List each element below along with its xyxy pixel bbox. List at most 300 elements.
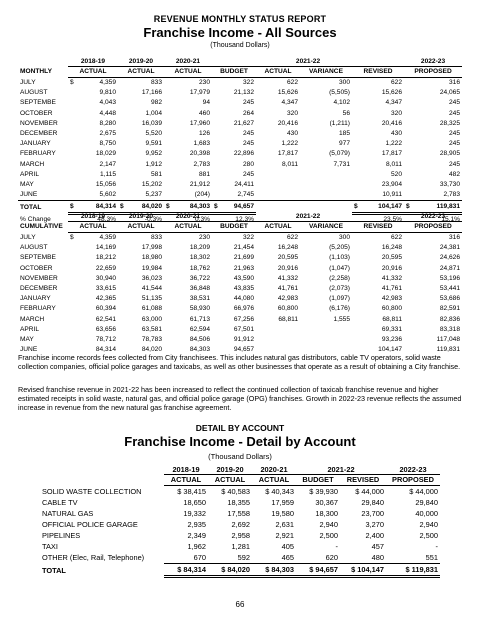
table-cell: [68, 109, 118, 119]
cell-value: 320: [286, 109, 298, 117]
cell-value: 8,280: [99, 119, 116, 127]
table-cell: [118, 170, 164, 180]
column-header: PROPOSED: [404, 67, 462, 78]
year-header: 2020-21: [164, 57, 212, 67]
table-cell: [352, 264, 404, 274]
cell-value: 24,381: [439, 244, 461, 252]
table-cell: [404, 119, 462, 129]
column-header: PROPOSED: [386, 475, 440, 486]
total-cell: $ 84,020: [208, 564, 252, 577]
table-cell: [256, 284, 300, 294]
table-cell: [352, 304, 404, 314]
table-cell: [352, 335, 404, 345]
column-header: ACTUAL: [164, 67, 212, 78]
table-cell: [404, 264, 462, 274]
report-title: REVENUE MONTHLY STATUS REPORT: [153, 14, 327, 24]
table-cell: [352, 253, 404, 263]
cell-value: 38,531: [189, 295, 210, 303]
table-cell: 29,840: [361, 498, 384, 507]
account-label: CABLE TV: [42, 498, 78, 507]
total-cell: $ 84,314: [164, 564, 208, 577]
table-cell: [352, 180, 404, 190]
month-label: MAY: [20, 336, 34, 344]
table-cell: [164, 160, 212, 170]
percent-change-cell: 23.5%: [383, 216, 403, 224]
table-cell: [256, 129, 300, 139]
table-cell: [352, 325, 404, 335]
table-cell: [404, 109, 462, 119]
year-header-row: [18, 57, 462, 67]
table-cell: [300, 139, 352, 149]
table-cell: 2,940: [419, 520, 438, 529]
table-cell: 40,000: [415, 509, 438, 518]
table-cell: 29,840: [415, 498, 438, 507]
column-header: ACTUAL: [208, 475, 252, 486]
table-cell: [404, 170, 462, 180]
month-label: NOVEMBER: [20, 119, 58, 127]
cell-value: 430: [286, 130, 298, 138]
table-cell: [352, 190, 404, 201]
table-cell: [352, 78, 404, 89]
account-row: [40, 519, 440, 530]
column-header-row: [18, 67, 462, 78]
column-header: ACTUAL: [256, 67, 300, 78]
cell-value: 245: [449, 99, 461, 107]
table-cell: [118, 160, 164, 170]
table-cell: [118, 88, 164, 98]
table-cell: [352, 294, 404, 304]
cell-value: 9,810: [99, 89, 116, 97]
cell-value: 833: [150, 79, 162, 86]
cell-value: 15,056: [95, 181, 116, 189]
month-label: AUGUST: [20, 244, 48, 252]
table-cell: [352, 109, 404, 119]
table-cell: 17,558: [227, 509, 250, 518]
table-cell: [256, 139, 300, 149]
cell-value: 18,029: [95, 150, 116, 158]
total-cell: $ 119,831: [386, 564, 440, 577]
cell-value: 24,411: [234, 181, 254, 189]
table-cell: [164, 190, 212, 201]
cell-value: 17,960: [189, 119, 210, 127]
table-row: [18, 325, 462, 335]
row-label: [18, 190, 68, 201]
table-cell: [118, 78, 164, 89]
cell-value: 185: [338, 130, 350, 138]
dollar-sign: $: [70, 203, 74, 211]
year-header: 2018-19: [68, 212, 118, 222]
cell-value: 300: [338, 234, 350, 241]
row-label: [18, 253, 68, 263]
table-cell: [352, 98, 404, 108]
percent-change-cell: 48.3%: [97, 216, 116, 224]
cell-value: 16,039: [141, 119, 162, 127]
cell-value: 62,594: [189, 325, 210, 333]
table-cell: [404, 129, 462, 139]
table-cell: [300, 315, 352, 325]
account-label: OFFICIAL POLICE GARAGE: [42, 520, 138, 529]
cell-value: 4,043: [99, 99, 116, 107]
table-cell: 2,940: [319, 520, 338, 529]
table-cell: [164, 243, 212, 253]
table-cell: -: [435, 542, 438, 551]
total-cell: $ 84,303: [252, 564, 296, 577]
cell-value: 68,811: [278, 315, 298, 323]
table-cell: [212, 88, 256, 98]
cell-value: 5,520: [145, 130, 162, 138]
table-cell: [164, 233, 212, 244]
year-header: 2019-20: [118, 212, 164, 222]
table-cell: [212, 160, 256, 170]
table-row: [18, 243, 462, 253]
cell-value: 53,441: [439, 285, 461, 293]
table-cell: [300, 335, 352, 345]
table-cell: 592: [208, 552, 252, 564]
row-label: [18, 315, 68, 325]
table-cell: [164, 335, 212, 345]
month-label: JULY: [20, 233, 36, 241]
cell-value: 21,699: [233, 254, 254, 262]
cell-value: 28,905: [439, 150, 461, 158]
table-cell: [68, 139, 118, 149]
page-number: 66: [235, 600, 245, 609]
table-cell: [118, 253, 164, 263]
cell-value: 4,347: [385, 99, 403, 107]
cell-value: 1,004: [145, 109, 162, 117]
table-cell: [256, 149, 300, 159]
month-label: DECEMBER: [20, 285, 58, 293]
table-cell: [352, 170, 404, 180]
cell-value: 245: [242, 99, 254, 107]
cell-value: (2,073): [329, 285, 350, 293]
total-label: TOTAL: [42, 565, 66, 575]
table-cell: [256, 264, 300, 274]
table-cell: 620: [296, 552, 340, 564]
cell-value: 20,416: [277, 119, 298, 127]
dollar-sign: $: [70, 234, 74, 241]
table-cell: [300, 180, 352, 190]
row-label: [18, 109, 68, 119]
table-cell: 2,349: [187, 531, 206, 540]
month-label: JANUARY: [20, 140, 51, 148]
table-cell: [404, 294, 462, 304]
table-cell: $ 39,930: [309, 487, 338, 496]
dollar-sign: $: [166, 203, 170, 211]
cell-value: (5,505): [329, 89, 350, 97]
cell-value: 30,940: [95, 274, 116, 282]
row-label: [18, 233, 68, 244]
table-cell: [68, 274, 118, 284]
main-title: Franchise Income - All Sources: [143, 25, 337, 40]
table-cell: 2,500: [419, 531, 438, 540]
table-cell: [300, 264, 352, 274]
month-label: APRIL: [20, 325, 40, 333]
cell-value: 82,591: [439, 305, 461, 313]
cell-value: 18,980: [141, 254, 162, 262]
blank-cell: [18, 212, 68, 222]
percent-change-cell: 0.3%: [194, 216, 210, 224]
table-cell: [118, 315, 164, 325]
year-header: 2018-19: [68, 57, 118, 67]
row-label: [18, 264, 68, 274]
table-cell: [164, 98, 212, 108]
table-cell: [118, 129, 164, 139]
table-cell: [164, 88, 212, 98]
table-row: [18, 160, 462, 170]
cell-value: (1,047): [329, 264, 350, 272]
percent-change-cell: -0.3%: [144, 216, 162, 224]
cell-value: 4,347: [281, 99, 298, 107]
cell-value: 28,325: [439, 119, 461, 127]
table-cell: 2,400: [365, 531, 384, 540]
table-cell: [212, 274, 256, 284]
month-label: FEBRUARY: [20, 305, 56, 313]
cell-value: 104,147: [378, 346, 403, 354]
account-label: TAXI: [42, 542, 58, 551]
table-cell: [118, 233, 164, 244]
revision-paragraph: Revised franchise revenue in 2021-22 has been increased to reflect the continued collection of taxicab franchise revenue and higher estimated receipts in solid waste, natural gas, and official police garage (OPG) franchises. Growth in 2022-23 revenue reflects the assumed increase in revenue from the new natural gas franchise agreement.: [18, 385, 462, 412]
cell-value: 17,998: [141, 244, 162, 252]
table-cell: [404, 335, 462, 345]
cell-value: 16,248: [277, 244, 298, 252]
table-row: [18, 274, 462, 284]
table-cell: [300, 274, 352, 284]
cell-value: 245: [242, 140, 254, 148]
table-cell: [300, 190, 352, 201]
table-cell: [352, 160, 404, 170]
cell-value: 482: [449, 170, 461, 178]
cell-value: (1,103): [329, 254, 350, 262]
table-cell: 18,355: [227, 498, 250, 507]
table-cell: [164, 274, 212, 284]
table-cell: [164, 180, 212, 190]
cell-value: 5,602: [99, 191, 116, 199]
cell-value: 4,448: [99, 109, 116, 117]
table-cell: [212, 180, 256, 190]
account-row: [40, 552, 440, 564]
cell-value: 82,836: [439, 315, 461, 323]
month-label: MAY: [20, 181, 34, 189]
column-header: REVISED: [352, 67, 404, 78]
table-cell: [300, 304, 352, 314]
cell-value: 2,675: [99, 130, 116, 138]
table-cell: [404, 325, 462, 335]
cell-value: 84,303: [189, 346, 210, 354]
row-label: [18, 170, 68, 180]
table-cell: [300, 325, 352, 335]
cell-value: 78,712: [95, 336, 116, 344]
percent-change-label: % Change: [20, 215, 51, 223]
column-header: VARIANCE: [300, 222, 352, 233]
table-cell: [352, 139, 404, 149]
table-row: [18, 294, 462, 304]
month-label: SEPTEMBE: [20, 99, 56, 107]
cell-value: 520: [391, 170, 403, 178]
cell-value: 22,896: [233, 150, 254, 158]
table-cell: [404, 304, 462, 314]
table-cell: 465: [252, 552, 296, 564]
table-cell: [352, 243, 404, 253]
cell-value: 78,783: [141, 336, 162, 344]
table-cell: 457: [371, 542, 384, 551]
table-cell: [164, 294, 212, 304]
table-cell: [212, 109, 256, 119]
column-header: ACTUAL: [164, 222, 212, 233]
cell-value: 1,222: [281, 140, 298, 148]
year-header: 2020-21: [164, 212, 212, 222]
table-row: [18, 139, 462, 149]
account-row: [40, 541, 440, 552]
table-cell: [300, 233, 352, 244]
column-header: MONTHLY: [20, 68, 52, 75]
cell-value: 91,912: [233, 336, 254, 344]
row-label: [18, 335, 68, 345]
table-row: [18, 78, 462, 89]
table-cell: [118, 304, 164, 314]
table-cell: [164, 325, 212, 335]
dollar-sign: $: [120, 203, 124, 211]
table-row: [18, 129, 462, 139]
table-cell: [352, 149, 404, 159]
table-cell: [300, 170, 352, 180]
column-header: CUMULATIVE: [20, 223, 63, 230]
cell-value: 21,454: [233, 244, 254, 252]
table-cell: [256, 98, 300, 108]
cell-value: 21,627: [233, 119, 254, 127]
table-cell: [68, 160, 118, 170]
table-cell: [404, 243, 462, 253]
table-cell: [164, 149, 212, 159]
table-cell: [118, 190, 164, 201]
table-cell: [212, 149, 256, 159]
cell-value: 16,248: [381, 244, 403, 252]
cell-value: 119,831: [436, 346, 461, 354]
year-header: 2022-23: [404, 212, 462, 222]
row-label: [18, 284, 68, 294]
cell-value: 41,761: [381, 285, 403, 293]
table-cell: [212, 129, 256, 139]
cell-value: 44,080: [233, 295, 254, 303]
table-cell: $ 40,583: [221, 487, 250, 496]
dollar-sign: $: [406, 203, 410, 211]
table-cell: [164, 170, 212, 180]
cell-value: 280: [242, 160, 254, 168]
cell-value: 622: [286, 234, 298, 241]
table-cell: [352, 129, 404, 139]
table-cell: [404, 78, 462, 89]
table-cell: [118, 180, 164, 190]
month-label: JUNE: [20, 346, 38, 354]
table-cell: [212, 253, 256, 263]
month-label: MARCH: [20, 315, 45, 323]
month-label: DECEMBER: [20, 130, 58, 138]
cell-value: 982: [150, 99, 162, 107]
table-cell: [352, 284, 404, 294]
cell-value: 60,394: [95, 305, 116, 313]
cell-value: 9,591: [145, 140, 162, 148]
table-cell: [352, 88, 404, 98]
cell-value: 94: [202, 99, 210, 107]
total-label: TOTAL: [18, 201, 68, 214]
cell-value: (1,097): [329, 295, 350, 303]
detail-units-label: (Thousand Dollars): [208, 452, 272, 461]
cell-value: 5,237: [145, 191, 162, 199]
table-row: [18, 335, 462, 345]
cell-value: 84,506: [189, 336, 210, 344]
cell-value: 316: [449, 234, 461, 241]
table-cell: [256, 160, 300, 170]
table-cell: [164, 315, 212, 325]
year-header: 2021-22: [212, 57, 404, 67]
cell-value: 622: [286, 79, 298, 86]
month-label: MARCH: [20, 160, 45, 168]
month-label: NOVEMBER: [20, 274, 58, 282]
cell-value: 43,590: [233, 274, 254, 282]
cell-value: 53,196: [439, 274, 461, 282]
table-cell: [68, 304, 118, 314]
table-cell: $ 44,000: [355, 487, 384, 496]
table-cell: [404, 98, 462, 108]
table-cell: $ 44,000: [409, 487, 438, 496]
table-cell: 30,367: [315, 498, 338, 507]
column-header: ACTUAL: [68, 222, 118, 233]
account-row: [40, 508, 440, 519]
year-header: 2021-22: [212, 212, 404, 222]
table-cell: [404, 139, 462, 149]
cell-value: 2,783: [193, 160, 210, 168]
cell-value: 20,916: [277, 264, 298, 272]
table-cell: [118, 139, 164, 149]
description-paragraph: Franchise income records fees collected from City franchisees. This includes natural gas distributors, cable TV operators, solid waste collection companies, official police garages and taxicabs, as well as other businesses that operate as a result of obtaining a City franchise.: [18, 353, 461, 371]
table-cell: 670: [164, 552, 208, 564]
month-label: FEBRUARY: [20, 150, 56, 158]
cell-value: 21,963: [233, 264, 254, 272]
table-cell: [256, 243, 300, 253]
cell-value: 33,730: [439, 181, 461, 189]
cell-value: 43,835: [233, 285, 254, 293]
table-cell: [212, 170, 256, 180]
cell-value: 94,657: [233, 346, 254, 354]
table-cell: [256, 315, 300, 325]
cell-value: 230: [198, 79, 210, 86]
cell-value: 33,615: [95, 285, 116, 293]
month-label: JUNE: [20, 191, 38, 199]
table-cell: 2,500: [319, 531, 338, 540]
cell-value: (5,079): [329, 150, 350, 158]
table-cell: [212, 119, 256, 129]
cell-value: 18,212: [95, 254, 116, 262]
cell-value: 23,904: [381, 181, 403, 189]
cell-value: 42,983: [381, 295, 403, 303]
cell-value: 42,983: [277, 295, 298, 303]
table-cell: [164, 78, 212, 89]
table-cell: [300, 119, 352, 129]
row-label: [18, 325, 68, 335]
row-label: [18, 243, 68, 253]
cell-value: 20,595: [381, 254, 403, 262]
cell-value: 20,416: [381, 119, 403, 127]
month-label: OCTOBER: [20, 109, 53, 117]
table-row: [18, 109, 462, 119]
cell-value: 9,952: [145, 150, 162, 158]
row-label: [18, 180, 68, 190]
total-cell: $ 94,657: [296, 564, 340, 577]
cell-value: 18,762: [189, 264, 210, 272]
cell-value: 2,745: [237, 191, 254, 199]
row-label: [18, 78, 68, 89]
table-cell: [212, 190, 256, 201]
table-cell: [118, 335, 164, 345]
